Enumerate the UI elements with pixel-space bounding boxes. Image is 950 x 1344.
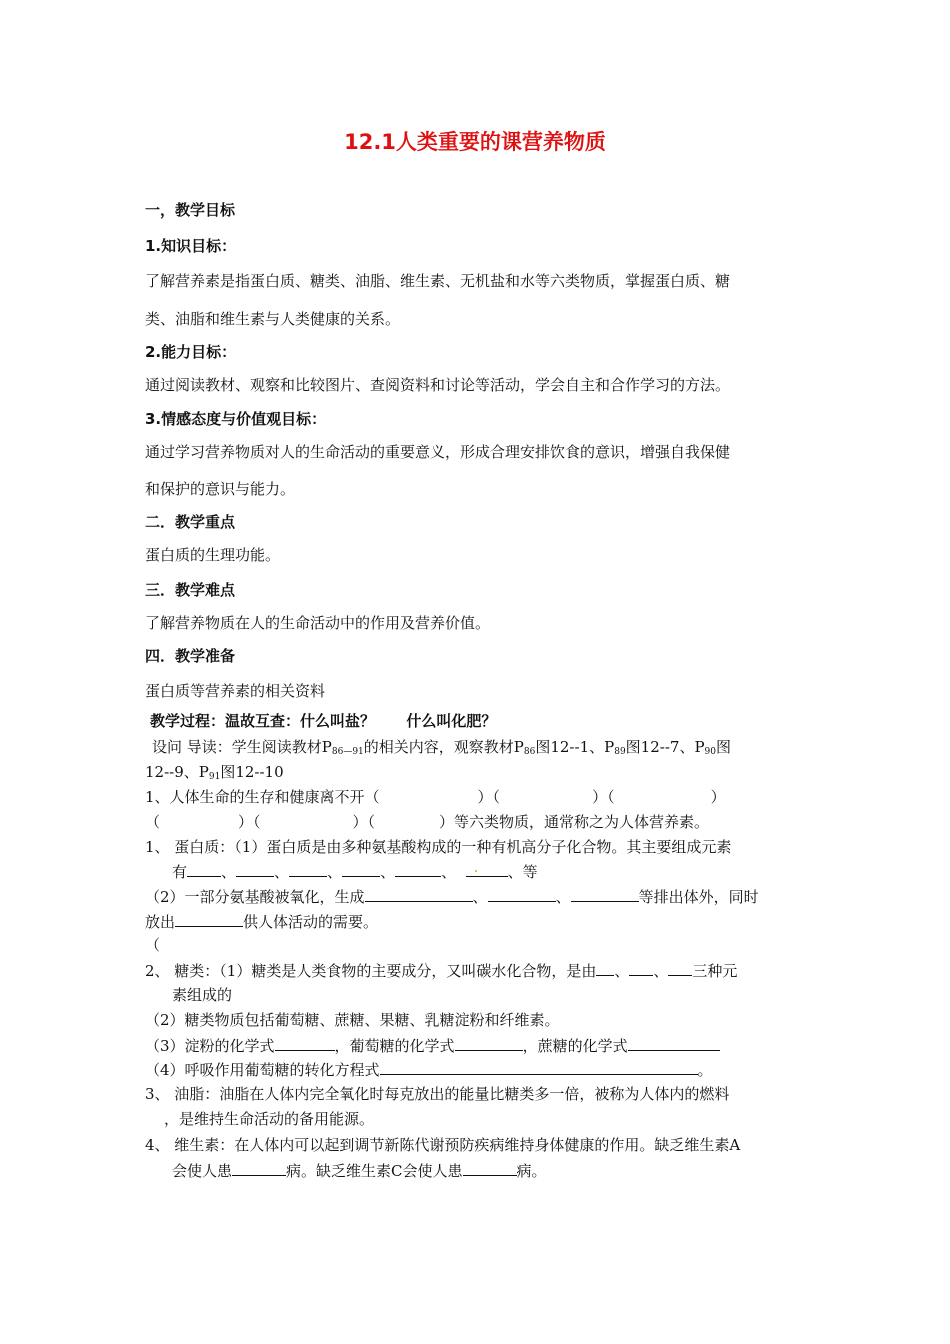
blank-field[interactable]	[365, 886, 473, 902]
blank-field[interactable]	[187, 861, 221, 877]
blank-field[interactable]	[395, 861, 441, 877]
question-protein-line-2: 有 、 、 、 、 、 . 、等	[172, 858, 538, 881]
subheading-ability: 2.能力目标：	[145, 343, 237, 361]
subheading-attitude: 3.情感态度与价值观目标：	[145, 410, 327, 428]
paragraph-preparation: 蛋白质等营养素的相关资料	[145, 682, 326, 700]
question-protein-line-3: （2）一部分氨基酸被氧化，生成 、 、 等排出体外，同时	[145, 888, 759, 906]
blank-field[interactable]	[571, 886, 639, 902]
blank-field[interactable]	[175, 911, 243, 927]
blank-field[interactable]	[629, 960, 653, 976]
question-vitamin-line-2: 会使人患 病。缺乏维生素C会使人患 病。	[172, 1162, 547, 1180]
question-fat-line-2: ，是维持生命活动的备用能源。	[164, 1110, 375, 1128]
blank-field[interactable]	[232, 1160, 286, 1176]
process-heading-fertilizer: 什么叫化肥？	[406, 712, 497, 730]
blank-field[interactable]	[455, 1035, 523, 1051]
question-nutrients-line-2: （ ）（ ）（ ）等六类物质，通常称之为人体营养素。	[145, 813, 710, 831]
paragraph-knowledge-1: 了解营养素是指蛋白质、糖类、油脂、维生素、无机盐和水等六类物质，掌握蛋白质、糖	[145, 272, 731, 290]
blank-field[interactable]	[342, 861, 380, 877]
question-protein-line-4: 放出 供人体活动的需要。	[145, 913, 379, 931]
question-nutrients-line-1: 1、人体生命的生存和健康离不开（ ）（ ）（ ）	[145, 788, 726, 806]
question-sugar-formulas: （3）淀粉的化学式 ，葡萄糖的化学式 ，蔗糖的化学式	[145, 1035, 720, 1056]
question-sugar-equation: （4）呼吸作用葡萄糖的转化方程式 。	[145, 1061, 713, 1079]
document-title: 12.1人类重要的课营养物质	[344, 130, 606, 154]
blank-field[interactable]	[380, 1059, 698, 1075]
question-fat-line-1: 3、 油脂：油脂在人体内完全氧化时每克放出的能量比糖类多一倍，被称为人体内的燃料	[145, 1085, 730, 1103]
section-heading-preparation: 四．教学准备	[145, 647, 236, 665]
blank-field[interactable]	[289, 861, 327, 877]
question-sugar-line-1: 2、 糖类：（1）糖类是人类食物的主要成分，又叫碳水化合物，是由 、 、 三种元	[145, 962, 738, 980]
paragraph-ability: 通过阅读教材、观察和比较图片、查阅资料和讨论等活动，学会自主和合作学习的方法。	[145, 376, 731, 394]
paragraph-attitude-1: 通过学习营养物质对人的生命活动的重要意义，形成合理安排饮食的意识，增强自我保健	[145, 443, 731, 461]
question-sugar-types: （2）糖类物质包括葡萄糖、蔗糖、果糖、乳糖淀粉和纤维素。	[145, 1011, 560, 1029]
question-protein-line-1: 1、 蛋白质：（1）蛋白质是由多种氨基酸构成的一种有机高分子化合物。其主要组成元素	[145, 838, 732, 856]
stray-parenthesis: （	[145, 936, 161, 954]
section-heading-goals: 一，教学目标	[145, 201, 236, 219]
blank-field[interactable]: .	[466, 861, 508, 877]
process-heading-salt: 教学过程：温故互查：什么叫盐？	[150, 712, 376, 730]
subheading-knowledge: 1.知识目标：	[145, 237, 237, 255]
blank-field[interactable]	[628, 1035, 720, 1051]
process-heading	[150, 711, 496, 731]
section-heading-difficulty: 三．教学难点	[145, 581, 236, 599]
blank-field[interactable]	[275, 1035, 335, 1051]
blank-field[interactable]	[488, 886, 556, 902]
blank-field[interactable]	[463, 1160, 517, 1176]
blank-field[interactable]	[236, 861, 274, 877]
reading-guide-line-2: 12--9、$P_{91}$图12--10	[145, 763, 284, 782]
paragraph-attitude-2: 和保护的意识与能力。	[145, 480, 296, 498]
paragraph-knowledge-2: 类、油脂和维生素与人类健康的关系。	[145, 310, 401, 328]
question-sugar-line-2: 素组成的	[172, 986, 233, 1004]
paragraph-difficulty: 了解营养物质在人的生命活动中的作用及营养价值。	[145, 614, 491, 632]
blank-field[interactable]	[668, 960, 692, 976]
blank-field[interactable]	[596, 960, 614, 976]
section-heading-key: 二．教学重点	[145, 513, 236, 531]
question-vitamin-line-1: 4、 维生素：在人体内可以起到调节新陈代谢预防疾病维持身体健康的作用。缺乏维生素A	[145, 1136, 741, 1154]
paragraph-key: 蛋白质的生理功能。	[145, 546, 281, 564]
reading-guide-line-1: 设问 导读：学生阅读教材$P_{86—91}$的相关内容，观察教材$P_{86}$图12--1、$P_{89}$图12--7、$P_{90}$图	[152, 738, 732, 757]
